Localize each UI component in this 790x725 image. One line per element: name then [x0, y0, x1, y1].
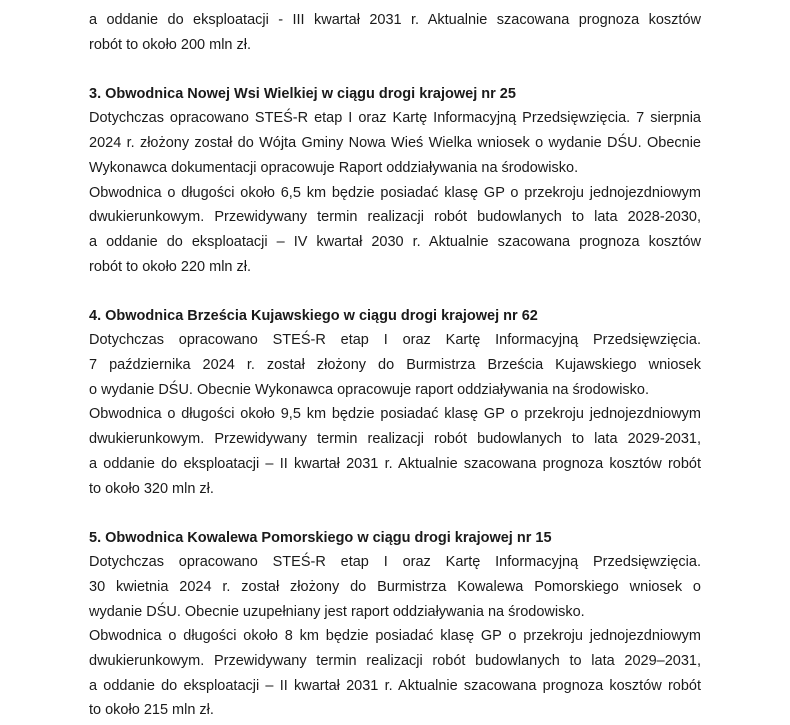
text-line: a oddanie do eksploatacji - III kwartał 2031 r. Aktualnie szacowana prognoza kosztów — [89, 12, 701, 28]
text-line: 30 kwietnia 2024 r. został złożony do Burmistrza Kowalewa Pomorskiego wniosek o — [89, 578, 701, 595]
text-line: o wydanie DŚU. Obecnie Wykonawca opracowuje raport oddziaływania na środowisko. — [89, 381, 650, 398]
text-line: Obwodnica o długości około 6,5 km będzie posiadać klasę GP o przekroju jednojezdniowym — [89, 184, 701, 201]
text-line: dwukierunkowym. Przewidywany termin realizacji robót budowlanych to lata 2029–2031, — [89, 653, 701, 670]
text-line: a oddanie do eksploatacji – II kwartał 2031 r. Aktualnie szacowana prognoza kosztów robót — [89, 455, 701, 472]
text-line: Obwodnica o długości około 9,5 km będzie posiadać klasę GP o przekroju jednojezdniowym — [89, 406, 701, 423]
text-line: a oddanie do eksploatacji – IV kwartał 2030 r. Aktualnie szacowana prognoza kosztów — [89, 233, 701, 250]
text-line: 7 października 2024 r. został złożony do Burmistrza Brześcia Kujawskiego wniosek — [89, 357, 701, 374]
text-line: Wykonawca dokumentacji opracowuje Raport oddziaływania na środowisko. — [89, 159, 579, 176]
section-heading-4: 4. Obwodnica Brześcia Kujawskiego w ciągu drogi krajowej nr 62 — [89, 307, 538, 324]
paragraph-continuation — [89, 8, 701, 57]
text-line: robót to około 200 mln zł. — [89, 36, 252, 53]
text-line: dwukierunkowym. Przewidywany termin realizacji robót budowlanych to lata 2028-2030, — [89, 209, 701, 226]
text-line: Dotychczas opracowano STEŚ-R etap I oraz Kartę Informacyjną Przedsięwzięcia. — [89, 554, 701, 571]
section-heading-3: 3. Obwodnica Nowej Wsi Wielkiej w ciągu drogi krajowej nr 25 — [89, 85, 516, 102]
paragraph-status — [89, 328, 701, 402]
paragraph-status — [89, 106, 701, 180]
text-line: a oddanie do eksploatacji – II kwartał 2031 r. Aktualnie szacowana prognoza kosztów robót — [89, 677, 701, 694]
text-line: to około 215 mln zł. — [89, 702, 214, 719]
text-column — [89, 0, 701, 723]
paragraph-details — [89, 181, 701, 280]
text-line: robót to około 220 mln zł. — [89, 258, 252, 275]
text-line: Dotychczas opracowano STEŚ-R etap I oraz Kartę Informacyjną Przedsięwzięcia. 7 sierpnia — [89, 110, 701, 127]
text-line: wydanie DŚU. Obecnie uzupełniany jest raport oddziaływania na środowisko. — [89, 603, 585, 620]
paragraph-details — [89, 624, 701, 723]
text-line: to około 320 mln zł. — [89, 480, 214, 497]
text-line: dwukierunkowym. Przewidywany termin realizacji robót budowlanych to lata 2029-2031, — [89, 431, 701, 448]
section-heading-5: 5. Obwodnica Kowalewa Pomorskiego w ciągu drogi krajowej nr 15 — [89, 529, 552, 546]
text-line: Obwodnica o długości około 8 km będzie posiadać klasę GP o przekroju jednojezdniowym — [89, 628, 701, 645]
paragraph-status — [89, 550, 701, 624]
text-line: 2024 r. złożony został do Wójta Gminy Nowa Wieś Wielka wniosek o wydanie DŚU. Obecnie — [89, 135, 701, 152]
paragraph-details — [89, 402, 701, 501]
text-line: Dotychczas opracowano STEŚ-R etap I oraz Kartę Informacyjną Przedsięwzięcia. — [89, 332, 701, 349]
